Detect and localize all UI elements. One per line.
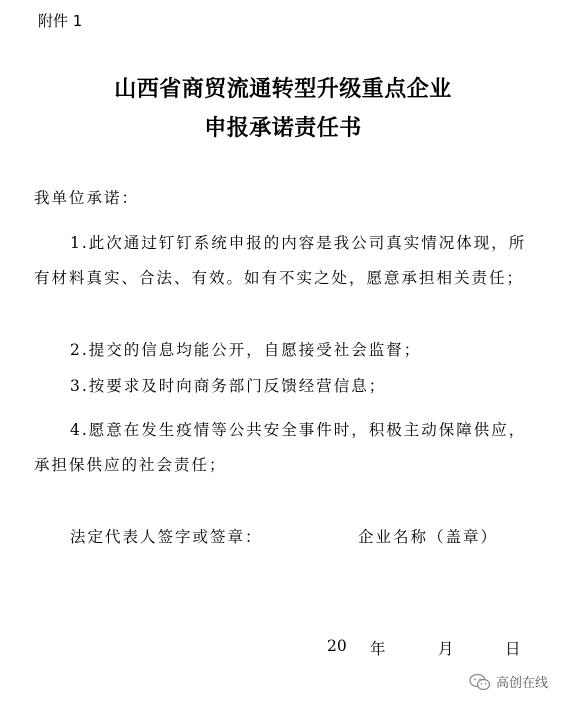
date-year-label: 年	[370, 640, 386, 658]
commitment-item-2: 2.提交的信息均能公开，自愿接受社会监督；	[70, 341, 422, 359]
commitment-item-3: 3.按要求及时向商务部门反馈经营信息；	[70, 377, 387, 395]
document-title-line1: 山西省商贸流通转型升级重点企业	[114, 77, 452, 102]
commitment-intro: 我单位承诺：	[34, 189, 140, 207]
company-seal-label: 企业名称（盖章）	[358, 528, 499, 546]
attachment-label: 附件 1	[38, 12, 83, 30]
date-day-label: 日	[505, 640, 521, 658]
legal-representative-signature-label: 法定代表人签字或签章：	[70, 528, 263, 546]
date-month-label: 月	[438, 640, 454, 658]
commitment-item-1: 1.此次通过钉钉系统申报的内容是我公司真实情况体现，所有材料真实、合法、有效。如有不实之处，愿意承担相关责任；	[34, 234, 527, 287]
date-year-prefix: 20	[327, 637, 347, 655]
wechat-icon	[469, 673, 491, 691]
commitment-item-4: 4.愿意在发生疫情等公共安全事件时，积极主动保障供应，承担保供应的社会责任；	[34, 421, 527, 474]
document-title-line2: 申报承诺责任书	[204, 116, 362, 141]
source-watermark	[469, 672, 548, 691]
watermark-text: 高创在线	[495, 676, 548, 691]
